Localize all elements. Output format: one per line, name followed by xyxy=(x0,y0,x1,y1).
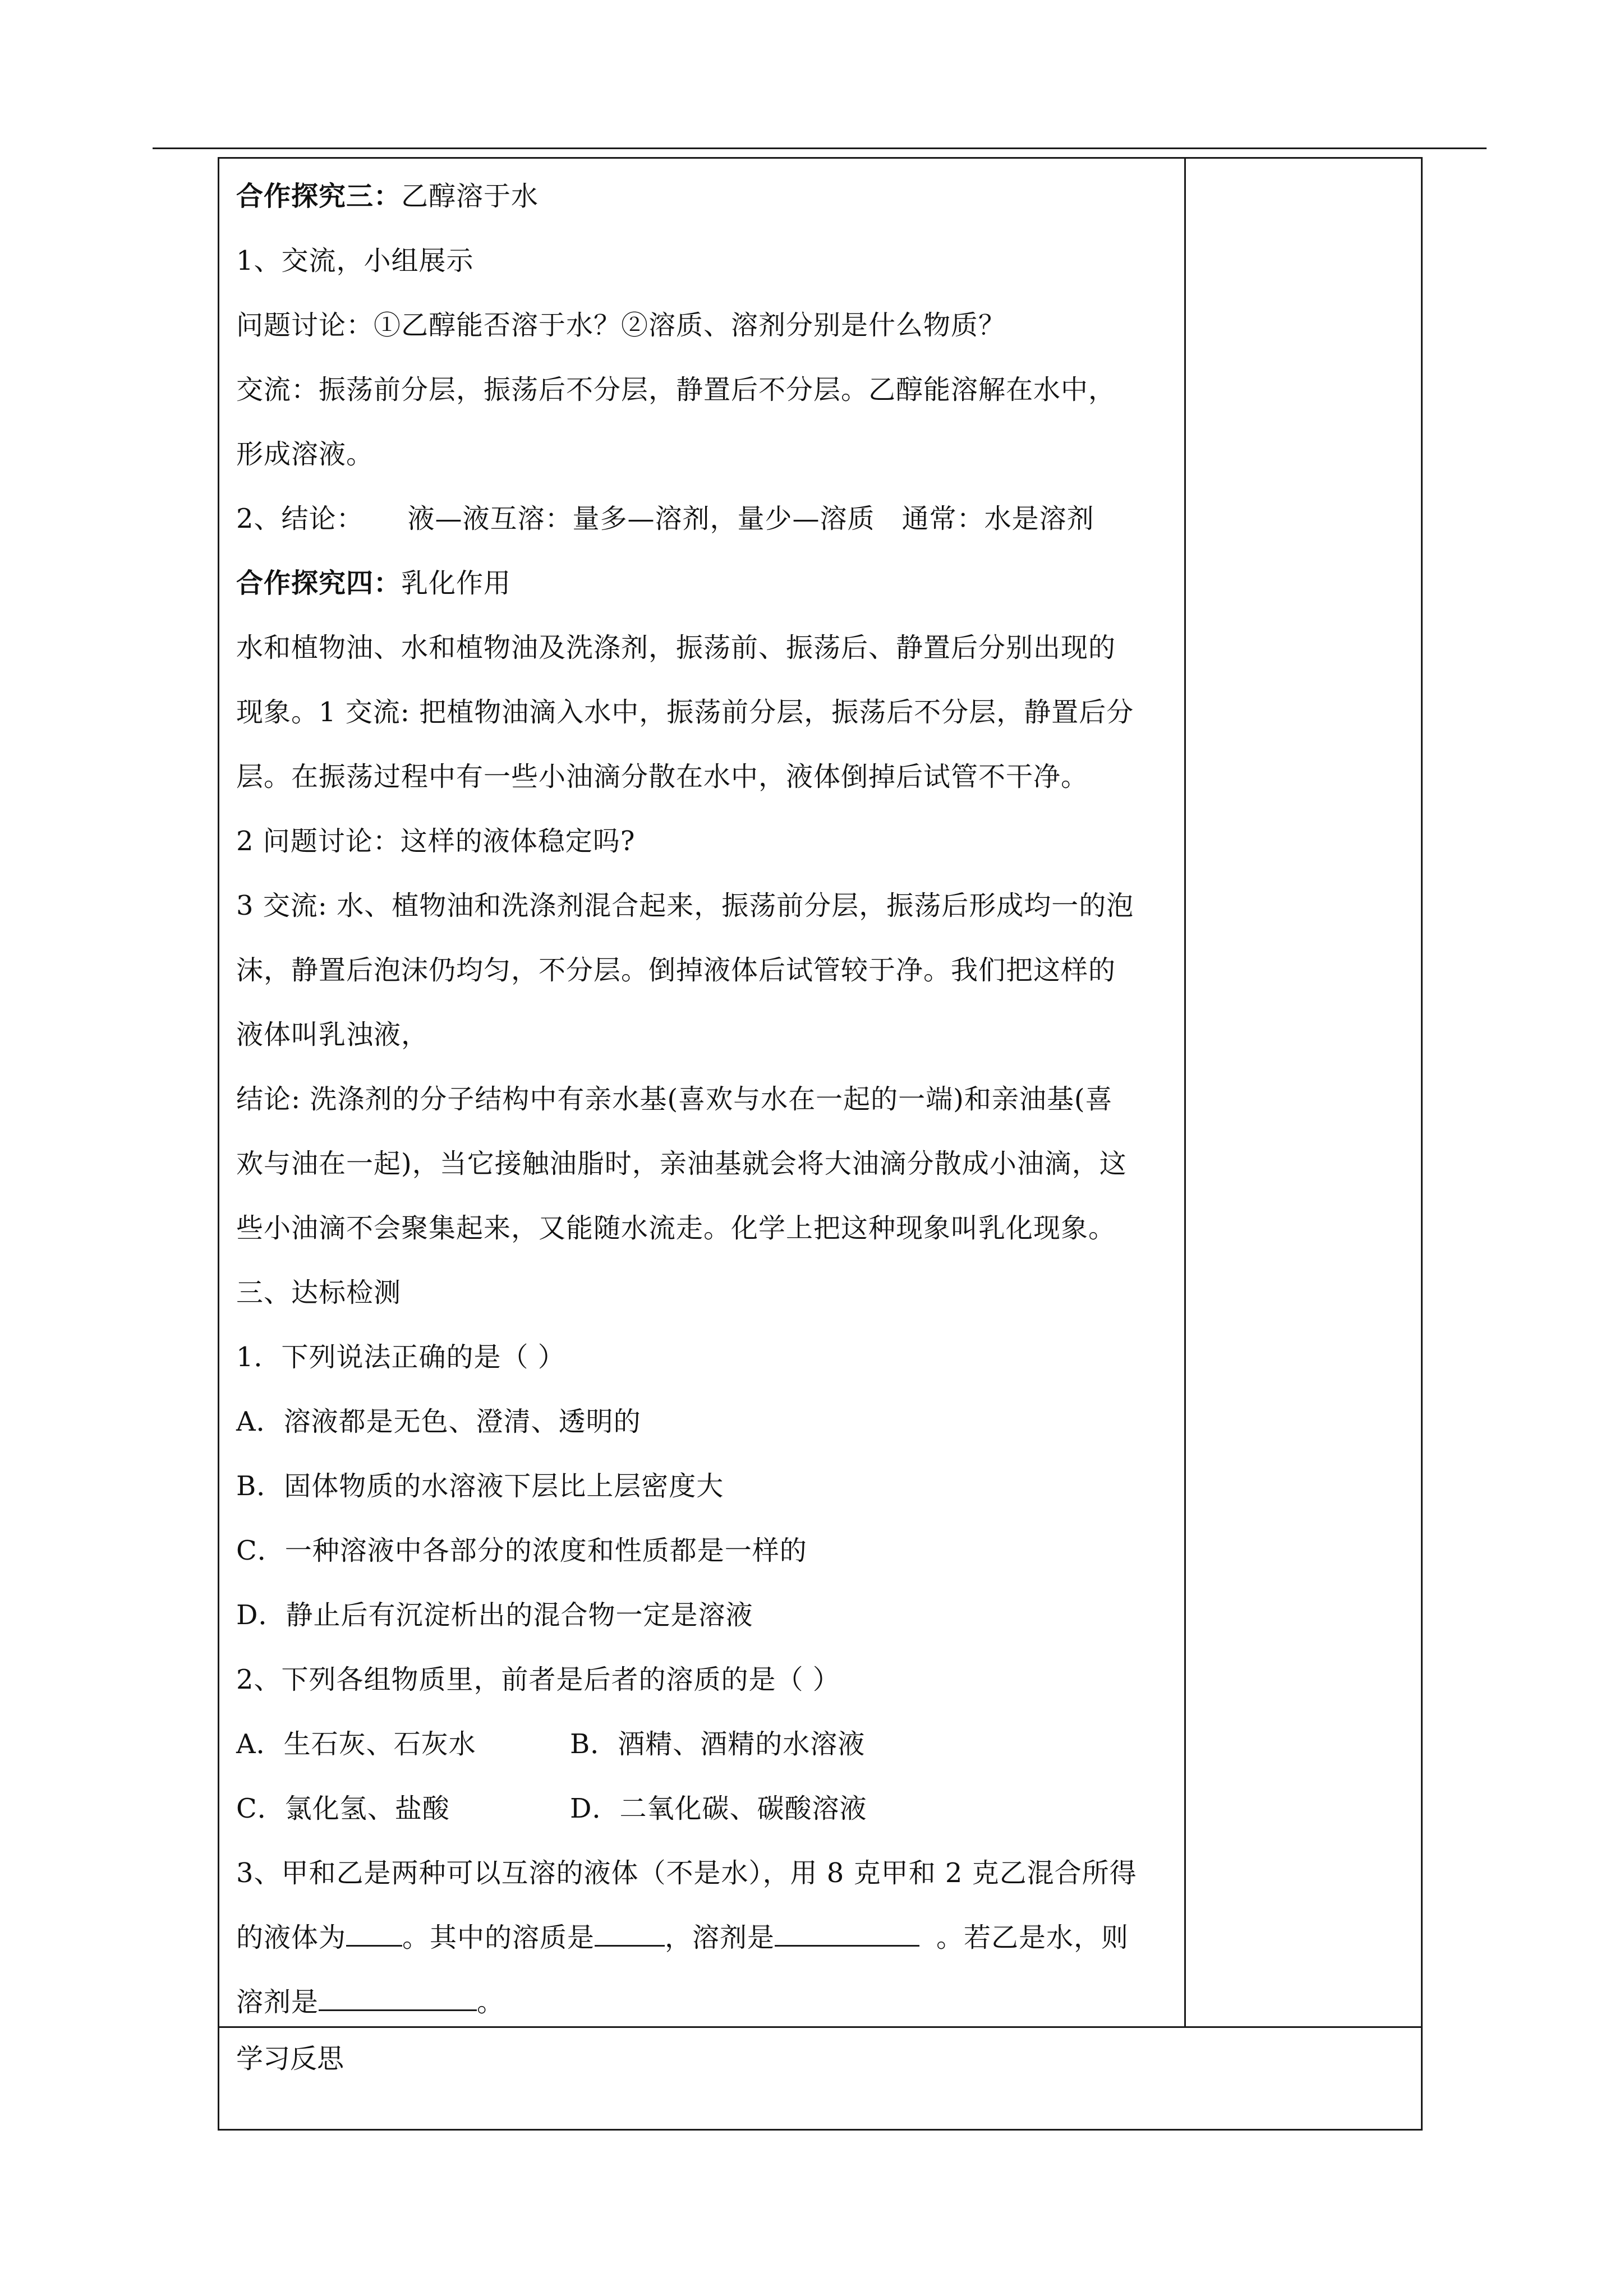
section4-exchange3-line2: 沫，静置后泡沫仍均匀，不分层。倒掉液体后试管较于净。我们把这样的 xyxy=(236,955,1116,986)
q3-text-b: 。其中的溶质是 xyxy=(402,1922,595,1953)
section4-conclusion-line1: 结论: 洗涤剂的分子结构中有亲水基(喜欢与水在一起的一端)和亲油基(喜 xyxy=(236,1084,1113,1115)
question-1-option-d: D．静止后有沉淀析出的混合物一定是溶液 xyxy=(236,1599,753,1631)
question-1-option-c: C．一种溶液中各部分的浓度和性质都是一样的 xyxy=(236,1535,807,1566)
q3-text-e: 溶剂是 xyxy=(236,1986,319,2018)
test-heading: 三、达标检测 xyxy=(236,1277,402,1308)
header-rule xyxy=(153,147,1487,149)
section3-title: 合作探究三： xyxy=(236,181,402,212)
question-2-options-cd xyxy=(236,1777,1170,1841)
section3-conclusion xyxy=(236,487,1170,551)
section4-question2: 2 问题讨论：这样的液体稳定吗? xyxy=(236,826,636,857)
section4-para1-line3: 层。在振荡过程中有一些小油滴分散在水中，液体倒掉后试管不干净。 xyxy=(236,761,1089,792)
conclusion-rule: 液—液互溶：量多—溶剂，量少—溶质 xyxy=(407,503,875,534)
q3-text-a: 的液体为 xyxy=(236,1922,347,1953)
question-2-options-ab xyxy=(236,1712,1170,1777)
section3-topic: 乙醇溶于水 xyxy=(401,181,539,212)
section4-exchange3-line1: 3 交流: 水、植物油和洗涤剂混合起来，振荡前分层，振荡后形成均一的泡 xyxy=(236,890,1134,921)
reflection-label: 学习反思 xyxy=(236,2043,344,2074)
section4-para1-line1: 水和植物油、水和植物油及洗涤剂，振荡前、振荡后、静置后分别出现的 xyxy=(236,632,1116,663)
q3-text-f: 。 xyxy=(477,1986,505,2018)
question-3-line1: 3、甲和乙是两种可以互溶的液体（不是水），用 8 克甲和 2 克乙混合所得 xyxy=(236,1857,1137,1889)
section4-conclusion-line2: 欢与油在一起)，当它接触油脂时，亲油基就会将大油滴分散成小油滴，这 xyxy=(236,1148,1127,1179)
question-3-line2 xyxy=(236,1906,1170,1970)
question-2: 2、下列各组物质里，前者是后者的溶质的是（ ） xyxy=(236,1664,840,1695)
section4-conclusion-line3: 些小油滴不会聚集起来，又能随水流走。化学上把这种现象叫乳化现象。 xyxy=(236,1212,1116,1244)
section3-exchange-line1: 交流：振荡前分层，振荡后不分层，静置后不分层。乙醇能溶解在水中， xyxy=(236,374,1116,405)
section3-questions: 问题讨论：①乙醇能否溶于水？②溶质、溶剂分别是什么物质？ xyxy=(236,310,1006,341)
section3-step1: 1、交流，小组展示 xyxy=(236,245,474,276)
question-2-option-c: C．氯化氢、盐酸 xyxy=(236,1793,450,1824)
section3-exchange-line2: 形成溶液。 xyxy=(236,439,374,470)
question-3-line3 xyxy=(236,1970,1170,2035)
section3-heading xyxy=(236,164,1170,229)
question-1-option-b: B．固体物质的水溶液下层比上层密度大 xyxy=(236,1470,724,1502)
question-1-option-a: A．溶液都是无色、澄清、透明的 xyxy=(236,1406,641,1437)
q3-text-c: ，溶剂是 xyxy=(665,1922,775,1953)
column-divider xyxy=(1184,159,1186,2026)
q3-blank-solvent-water[interactable] xyxy=(319,1987,477,2011)
question-2-option-b: B．酒精、酒精的水溶液 xyxy=(570,1728,866,1760)
q3-blank-solvent[interactable] xyxy=(775,1922,919,1947)
conclusion-label: 2、结论： xyxy=(236,503,364,534)
question-1: 1．下列说法正确的是（ ） xyxy=(236,1341,565,1373)
q3-blank-mixture[interactable] xyxy=(346,1922,402,1947)
section4-topic: 乳化作用 xyxy=(401,568,512,599)
section4-heading xyxy=(236,551,1170,616)
question-2-option-d: D．二氧化碳、碳酸溶液 xyxy=(570,1793,867,1824)
lesson-table xyxy=(218,157,1423,2131)
conclusion-usual: 通常：水是溶剂 xyxy=(901,503,1094,534)
section4-title: 合作探究四： xyxy=(236,568,402,599)
q3-blank-solute[interactable] xyxy=(595,1922,665,1947)
question-2-option-a: A．生石灰、石灰水 xyxy=(236,1728,476,1760)
section4-exchange3-line3: 液体叫乳浊液， xyxy=(236,1019,429,1050)
q3-text-d: 。若乙是水，则 xyxy=(936,1922,1129,1953)
main-cell xyxy=(236,164,1170,2035)
section4-para1-line2: 现象。1 交流: 把植物油滴入水中，振荡前分层，振荡后不分层，静置后分 xyxy=(236,697,1134,728)
